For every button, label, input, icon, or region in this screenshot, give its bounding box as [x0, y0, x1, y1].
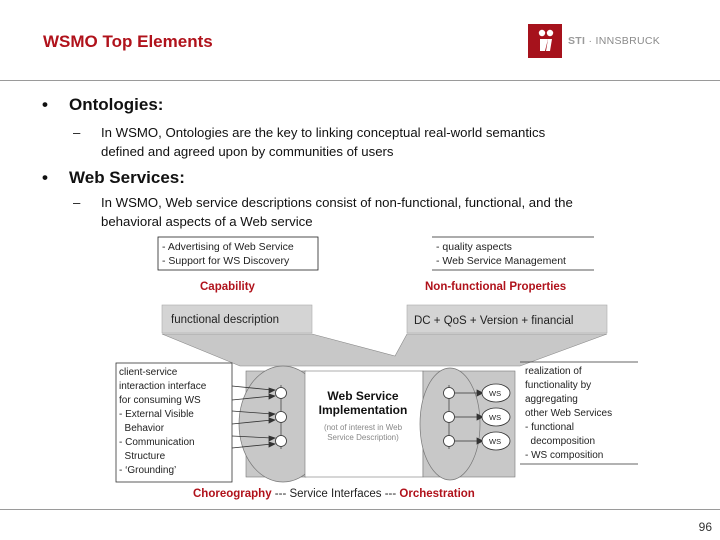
orchestration-line-4: other Web Services: [525, 408, 613, 419]
choreography-interface-nodes: [276, 388, 287, 447]
sub-text-line-2: behavioral aspects of a Web service: [101, 214, 313, 229]
sub-text-line-1: In WSMO, Web service descriptions consist of non-functional, functional, and the: [101, 195, 573, 210]
implementation-title-line-2: Implementation: [318, 403, 408, 417]
interface-node: [276, 412, 287, 423]
funnel-shape: [162, 334, 607, 366]
choreography-line-4: - External Visible: [119, 409, 194, 420]
sti-innsbruck-logo: [528, 24, 688, 62]
interface-node: [276, 388, 287, 399]
orchestration-line-2: functionality by: [525, 380, 592, 391]
interface-node: [444, 436, 455, 447]
capability-label: Capability: [200, 281, 255, 293]
ws-label: WS: [489, 437, 502, 446]
bullet-marker: •: [42, 168, 48, 187]
page-number: 96: [698, 520, 712, 534]
implementation-note-line-1: (not of interest in Web: [323, 423, 403, 432]
bullet-heading: Web Services:: [69, 168, 185, 187]
interface-node: [444, 412, 455, 423]
service-interfaces-caption: Choreography --- Service Interfaces --- Orchestration: [193, 488, 475, 500]
header-divider: [0, 80, 720, 81]
nonfunctional-info-line-2: - Web Service Management: [436, 255, 566, 267]
ws-label: WS: [489, 413, 502, 422]
logo-text: STI · INNSBRUCK: [568, 35, 661, 47]
interface-node: [276, 436, 287, 447]
choreography-line-3: for consuming WS: [119, 395, 201, 406]
orchestration-line-7: - WS composition: [525, 450, 604, 461]
sub-dash: –: [73, 195, 81, 210]
nonfunctional-label: Non-functional Properties: [425, 281, 567, 293]
sub-text-line-1: In WSMO, Ontologies are the key to linking conceptual real-world semantics: [101, 125, 546, 140]
nonfunctional-formula-text: DC + QoS + Version + financial: [414, 315, 574, 327]
service-interfaces-label: Service Interfaces: [289, 488, 382, 500]
implementation-note-line-2: Service Description): [327, 433, 399, 442]
functional-description-text: functional description: [171, 314, 280, 326]
orchestration-line-5: - functional: [525, 422, 574, 433]
capability-info-box: [158, 237, 318, 270]
choreography-line-7: Structure: [119, 451, 166, 462]
choreography-line-2: interaction interface: [119, 381, 207, 392]
bullet-heading: Ontologies:: [69, 95, 164, 114]
nonfunctional-info-line-1: - quality aspects: [436, 241, 512, 253]
orchestration-caption: Orchestration: [399, 488, 475, 500]
orchestration-ellipse: [420, 368, 480, 480]
logo-mark-icon: [528, 24, 562, 58]
orchestration-line-6: decomposition: [525, 436, 596, 447]
slide-title: WSMO Top Elements: [43, 32, 213, 51]
wsmo-web-service-diagram: [0, 228, 720, 528]
sub-dash: –: [73, 125, 81, 140]
choreography-caption: Choreography: [193, 488, 272, 500]
implementation-title-line-1: Web Service: [327, 389, 399, 403]
choreography-line-1: client-service: [119, 367, 178, 378]
nonfunctional-info-box: [432, 237, 594, 270]
ws-ovals: [482, 384, 510, 450]
choreography-line-6: - Communication: [119, 437, 195, 448]
interface-node: [444, 388, 455, 399]
sub-text-line-2: defined and agreed upon by communities of users: [101, 144, 394, 159]
capability-info-line-2: - Support for WS Discovery: [162, 255, 290, 267]
footer-divider: [0, 509, 720, 510]
ws-label: WS: [489, 389, 502, 398]
bullet-web-services: [42, 168, 185, 188]
choreography-description-box: [116, 363, 232, 482]
bullet-ontologies: [42, 95, 163, 115]
choreography-line-8: - ‘Grounding’: [119, 465, 177, 476]
choreography-line-5: Behavior: [119, 423, 165, 434]
orchestration-line-3: aggregating: [525, 394, 578, 405]
orchestration-interface-nodes: [444, 388, 455, 447]
orchestration-line-1: realization of: [525, 366, 582, 377]
capability-info-line-1: - Advertising of Web Service: [162, 241, 294, 253]
bullet-marker: •: [42, 95, 48, 114]
orchestration-description-box: [520, 362, 638, 464]
